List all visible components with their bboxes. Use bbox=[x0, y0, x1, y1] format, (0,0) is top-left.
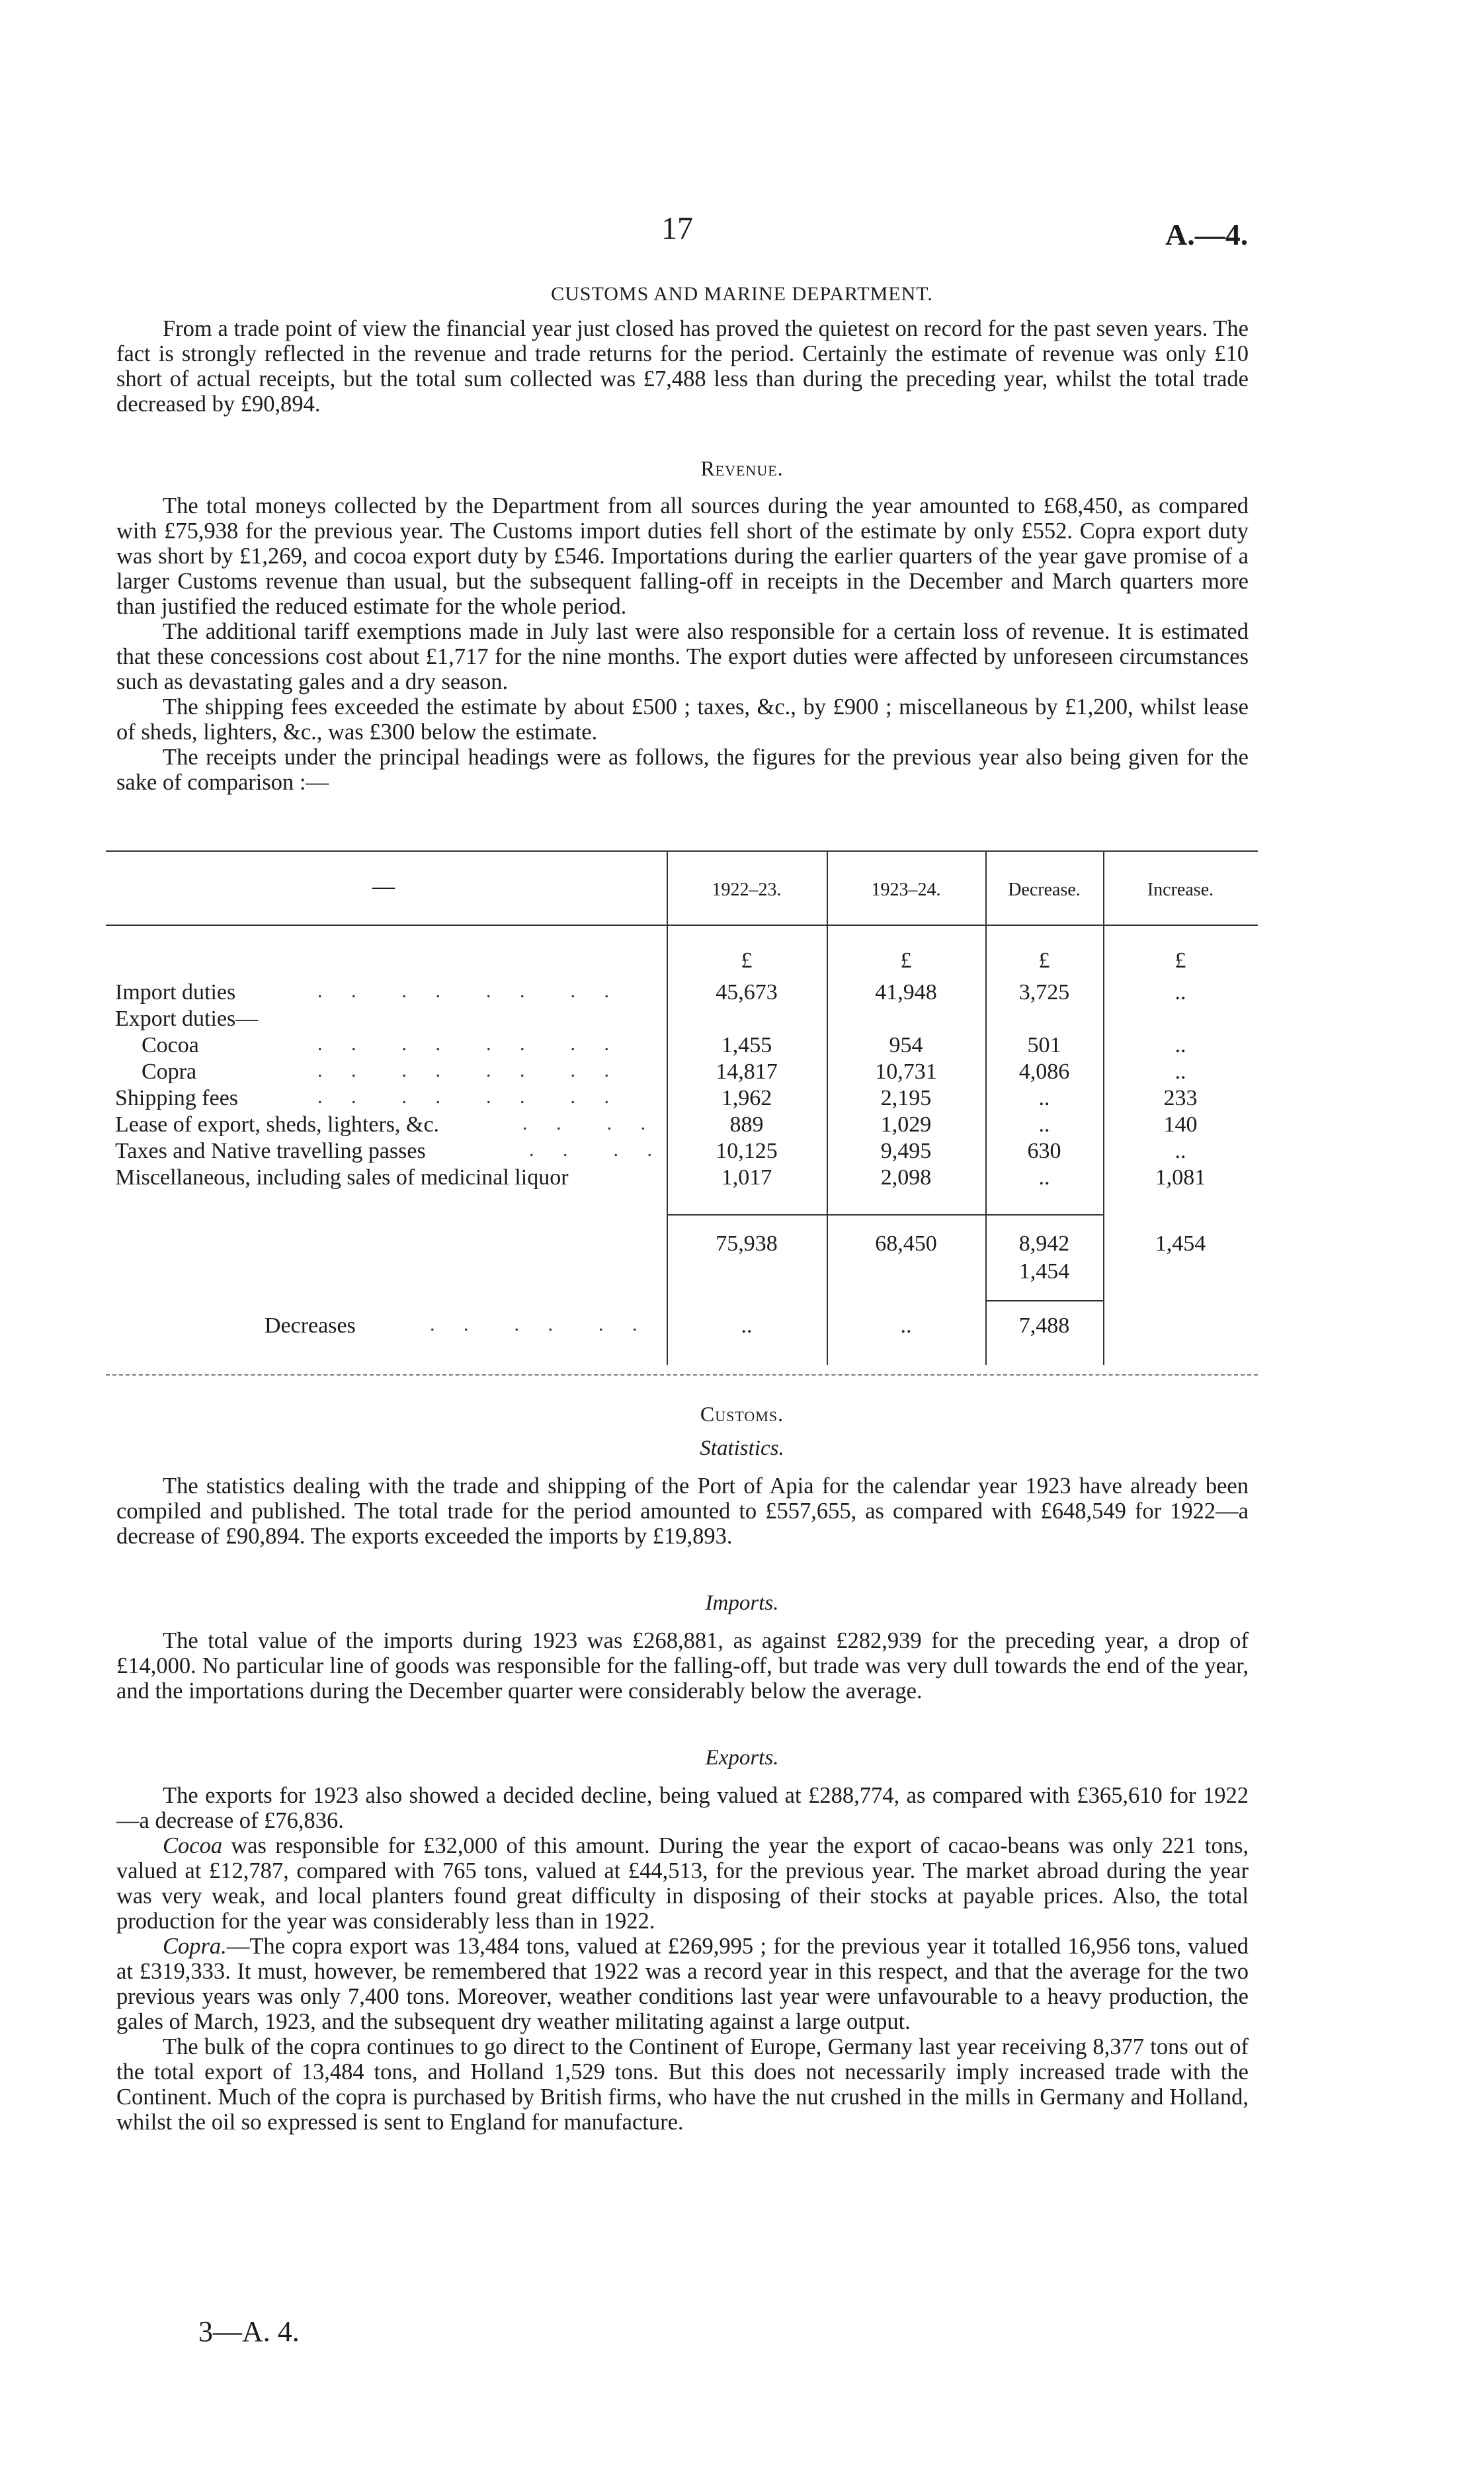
table-cell: 630 bbox=[1027, 1139, 1061, 1163]
dot-leader: . . . . bbox=[529, 1139, 664, 1161]
table-cell: .. bbox=[1038, 1086, 1050, 1110]
table-cell: 41,948 bbox=[875, 980, 937, 1005]
table-cell: 2,195 bbox=[880, 1086, 932, 1110]
bulk-paragraph: The bulk of the copra continues to go direct to the Continent of Europe, Germany last year receiving 8,377 tons out of the total export of 13,484 tons, and Holland 1,529 tons. But this does not necessarily imply increased trade with the Continent. Much of the copra is purchased by British firms, who have the nut crushed in the mills in Germany and Holland, whilst the oil so expressed is sent to England for manufacture. bbox=[116, 2034, 1249, 2135]
table-blank-header: — bbox=[372, 874, 395, 899]
revenue-paragraphs bbox=[116, 493, 1249, 795]
table-cell: 1,017 bbox=[721, 1165, 772, 1190]
dot-leader: . . . . . . . . bbox=[317, 1033, 621, 1055]
customs-heading: Customs. bbox=[700, 1402, 784, 1426]
table-cell: 889 bbox=[729, 1112, 764, 1137]
table-cell: 2,098 bbox=[880, 1165, 932, 1190]
table-cell: 1,029 bbox=[880, 1112, 932, 1137]
column-header-increase: Increase. bbox=[1147, 880, 1214, 900]
dot-leader: . . . . . . . . bbox=[317, 980, 621, 1002]
table-cell: 3,725 bbox=[1018, 980, 1070, 1005]
statistics-paragraph bbox=[116, 1473, 1249, 1549]
column-header-decrease: Decrease. bbox=[1008, 880, 1081, 900]
table-cell: .. bbox=[1175, 1033, 1186, 1057]
table-cell: 10,731 bbox=[875, 1059, 937, 1084]
total-increase: 1,454 bbox=[1155, 1231, 1206, 1256]
intro-paragraph bbox=[116, 316, 1249, 417]
dot-leader: . . . . . . bbox=[430, 1313, 649, 1335]
intro-text: From a trade point of view the financial year just closed has proved the quietest on record for the past seven years. The fact is strongly reflected in the revenue and trade returns for the period. Certainly the estimate of revenue was only £10 short of actual receipts, but the total sum collected was £7,488 less than during the preceding year, whilst the total trade decreased by £90,894. bbox=[116, 316, 1249, 417]
table-cell: 954 bbox=[889, 1033, 923, 1057]
revenue-paragraph-3: The shipping fees exceeded the estimate by about £500 ; taxes, &c., by £900 ; miscellaneous by £1,200, whilst lease of sheds, lighters, &c., was £300 below the estimate. bbox=[116, 694, 1249, 745]
row-label-decreases: Decreases bbox=[265, 1313, 356, 1338]
row-label-copra: Copra bbox=[142, 1059, 197, 1084]
dot-leader: . . . . bbox=[522, 1112, 657, 1134]
table-cell: 14,817 bbox=[716, 1059, 778, 1084]
table-cell: .. bbox=[741, 1313, 753, 1338]
dot-leader: . . . . . . . . bbox=[317, 1059, 621, 1081]
table-cell: 1,081 bbox=[1155, 1165, 1206, 1190]
row-label-lease: Lease of export, sheds, lighters, &c. bbox=[115, 1112, 440, 1137]
row-label-export-duties: Export duties— bbox=[115, 1007, 259, 1031]
net-decrease: 7,488 bbox=[1018, 1313, 1070, 1338]
table-cell: .. bbox=[1175, 1139, 1186, 1163]
copra-text: —The copra export was 13,484 tons, valued at £269,995 ; for the previous year it totalled 16,956 tons, valued at £319,333. It must, however, be remembered that 1922 was a record year in this respect, and that the average for the two previous years was only 7,400 tons. Moreover, weather conditions last year were unfavourable to a heavy production, the gales of March, 1923, and the subsequent dry weather militating against a large output. bbox=[116, 1934, 1249, 2034]
table-cell: .. bbox=[1038, 1165, 1050, 1190]
footer-code: 3—A. 4. bbox=[198, 2315, 300, 2348]
table-header-rule bbox=[106, 925, 1258, 926]
table-cell: 10,125 bbox=[716, 1139, 778, 1163]
table-cell: .. bbox=[1038, 1112, 1050, 1137]
exports-paragraphs bbox=[116, 1783, 1249, 2135]
total-decrease: 8,942 bbox=[1018, 1231, 1070, 1256]
unit-symbol: £ bbox=[741, 948, 753, 973]
row-label-shipping-fees: Shipping fees bbox=[115, 1086, 239, 1110]
unit-symbol: £ bbox=[1175, 948, 1186, 973]
exports-text: The exports for 1923 also showed a decided decline, being valued at £288,774, as compared with £365,610 for 1922—a decrease of £76,836. bbox=[116, 1783, 1249, 1833]
row-label-taxes: Taxes and Native travelling passes bbox=[115, 1139, 426, 1163]
table-cell: .. bbox=[900, 1313, 912, 1338]
imports-text: The total value of the imports during 1923 was £268,881, as against £282,939 for the preceding year, a drop of £14,000. No particular line of goods was responsible for the falling-off, but trade was very dull towards the end of the year, and the importations during the December quarter were considerably below the average. bbox=[116, 1628, 1249, 1704]
row-label-cocoa: Cocoa bbox=[142, 1033, 199, 1057]
imports-paragraph bbox=[116, 1628, 1249, 1704]
document-reference: A.—4. bbox=[1165, 218, 1249, 251]
dot-leader: . . . . . . . . bbox=[317, 1086, 621, 1108]
total-decrease-offset: 1,454 bbox=[1018, 1259, 1070, 1284]
row-label-import-duties: Import duties bbox=[115, 980, 236, 1005]
cocoa-paragraph bbox=[116, 1833, 1249, 1934]
department-title: CUSTOMS AND MARINE DEPARTMENT. bbox=[551, 283, 933, 305]
table-total-rule bbox=[667, 1214, 1103, 1216]
copra-paragraph bbox=[116, 1934, 1249, 2034]
imports-heading: Imports. bbox=[705, 1591, 779, 1615]
copra-lead: Copra. bbox=[163, 1934, 227, 1959]
page-number: 17 bbox=[661, 211, 693, 246]
table-decrease-rule bbox=[985, 1300, 1103, 1301]
table-cell: 140 bbox=[1163, 1112, 1198, 1137]
table-cell: .. bbox=[1175, 980, 1186, 1005]
table-cell: 1,455 bbox=[721, 1033, 772, 1057]
revenue-paragraph-4: The receipts under the principal headings were as follows, the figures for the previous year also being given for the sake of comparison :— bbox=[116, 745, 1249, 795]
statistics-heading: Statistics. bbox=[700, 1436, 784, 1460]
table-cell: .. bbox=[1175, 1059, 1186, 1084]
unit-symbol: £ bbox=[1038, 948, 1050, 973]
table-cell: 233 bbox=[1163, 1086, 1198, 1110]
exports-heading: Exports. bbox=[705, 1746, 779, 1770]
table-cell: 1,962 bbox=[721, 1086, 772, 1110]
row-label-miscellaneous: Miscellaneous, including sales of medicinal liquor bbox=[115, 1165, 569, 1190]
unit-symbol: £ bbox=[900, 948, 912, 973]
table-top-rule bbox=[106, 850, 1258, 852]
column-header-1923-24: 1923–24. bbox=[871, 880, 941, 900]
revenue-paragraph-2: The additional tariff exemptions made in July last were also responsible for a certain loss of revenue. It is estimated that these concessions cost about £1,717 for the nine months. The export duties were affected by unforeseen circumstances such as devastating gales and a dry season. bbox=[116, 619, 1249, 694]
revenue-paragraph-1: The total moneys collected by the Department from all sources during the year amounted to £68,450, as compared with £75,938 for the previous year. The Customs import duties fell short of the estimate by only £552. Copra export duty was short by £1,269, and cocoa export duty by £546. Importations during the earlier quarters of the year gave promise of a larger Customs revenue than usual, but the subsequent falling-off in receipts in the December and March quarters more than justified the reduced estimate for the whole period. bbox=[116, 493, 1249, 619]
table-bottom-rule bbox=[106, 1374, 1258, 1376]
total-1922-23: 75,938 bbox=[716, 1231, 778, 1256]
cocoa-text: was responsible for £32,000 of this amount. During the year the export of cacao-beans was only 221 tons, valued at £12,787, compared with 765 tons, valued at £44,513, for the previous year. The market abroad during the year was very weak, and local planters found great difficulty in disposing of their stocks at payable prices. Also, the total production for the year was considerably less than in 1922. bbox=[116, 1833, 1249, 1934]
table-cell: 501 bbox=[1027, 1033, 1061, 1057]
revenue-heading: Revenue. bbox=[700, 456, 784, 480]
total-1923-24: 68,450 bbox=[875, 1231, 937, 1256]
cocoa-lead: Cocoa bbox=[163, 1833, 223, 1858]
table-cell: 45,673 bbox=[716, 980, 778, 1005]
statistics-text: The statistics dealing with the trade and shipping of the Port of Apia for the calendar year 1923 have already been compiled and published. The total trade for the period amounted to £557,655, as compared with £648,549 for 1922—a decrease of £90,894. The exports exceeded the imports by £19,893. bbox=[116, 1473, 1249, 1549]
column-header-1922-23: 1922–23. bbox=[712, 880, 782, 900]
revenue-table bbox=[106, 850, 1258, 1353]
table-cell: 9,495 bbox=[880, 1139, 932, 1163]
table-cell: 4,086 bbox=[1018, 1059, 1070, 1084]
